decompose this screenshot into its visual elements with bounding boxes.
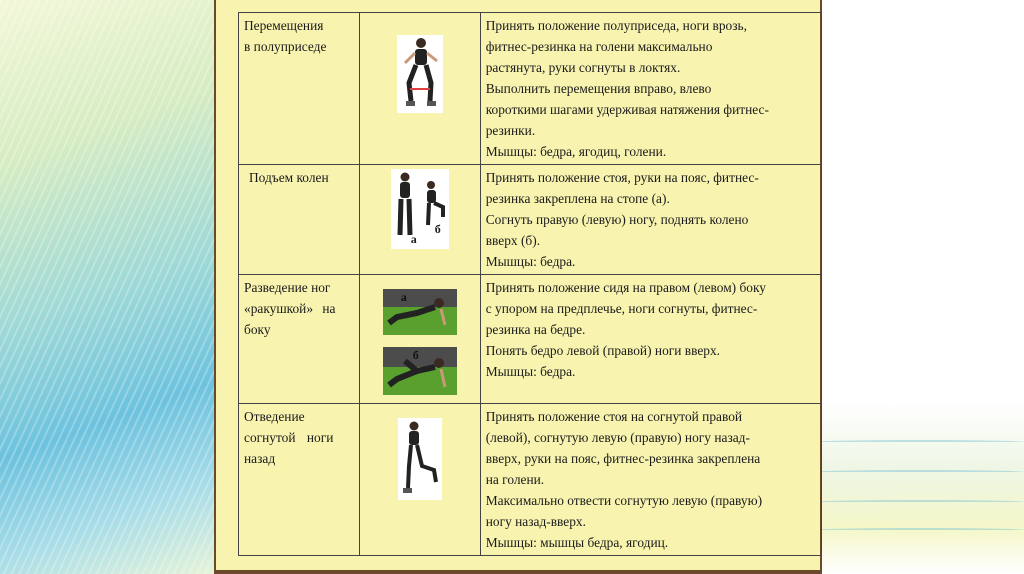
exercise-name-line: «ракушкой» на: [244, 301, 336, 316]
description-line: Понять бедро левой (правой) ноги вверх.: [485, 343, 721, 358]
description-line: Максимально отвести согнутую левую (правую): [485, 493, 763, 508]
exercise-name-line: назад: [244, 451, 276, 466]
description-line: короткими шагами удерживая натяжения фитнес-: [485, 102, 769, 117]
table-row: [239, 13, 822, 165]
background-left-decor: [0, 0, 230, 574]
figure-label-b: б: [434, 222, 441, 236]
exercise-name-line: Отведение: [244, 409, 305, 424]
exercise-image-cell: [359, 165, 480, 275]
exercise-name-line: в полуприседе: [244, 39, 327, 54]
description-line: Мышцы: бедра, ягодиц, голени.: [485, 144, 667, 159]
description-line: вверх (б).: [485, 233, 541, 248]
description-line: резинки.: [485, 123, 536, 138]
description-line: (левой), согнутую левую (правую) ногу назад-: [485, 430, 750, 445]
exercise-name-line: согнутой ноги: [244, 430, 334, 445]
exercise-description: [480, 275, 821, 404]
description-line: растянута, руки согнуты в локтях.: [485, 60, 681, 75]
exercise-name-line: Разведение ног: [244, 280, 331, 295]
exercise-description: [480, 13, 821, 165]
description-line: Принять положение стоя, руки на пояс, фитнес-: [485, 170, 759, 185]
exercise-photo-clamshell-b: [383, 347, 457, 395]
exercise-name: [239, 404, 360, 556]
exercise-name: [239, 165, 360, 275]
exercise-description: [480, 404, 821, 556]
exercise-name-line: Подъем колен: [249, 170, 329, 185]
exercise-image-cell: [359, 275, 480, 404]
description-line: Принять положение полуприседа, ноги врозь,: [485, 18, 747, 33]
person-figure-icon: [383, 289, 457, 335]
exercise-image-cell: [359, 404, 480, 556]
description-line: Принять положение сидя на правом (левом) боку: [485, 280, 766, 295]
table-row: [239, 165, 822, 275]
description-line: ногу назад-вверх.: [485, 514, 586, 529]
description-line: с упором на предплечье, ноги согнуты, фитнес-: [485, 301, 758, 316]
table-row: [239, 404, 822, 556]
description-line: фитнес-резинка на голени максимально: [485, 39, 713, 54]
description-line: Мышцы: мышцы бедра, ягодиц.: [485, 535, 669, 550]
person-figure-icon: [383, 347, 457, 395]
description-line: Согнуть правую (левую) ногу, поднять колено: [485, 212, 749, 227]
exercise-description: [480, 165, 821, 275]
slide-bottom-border: [214, 570, 822, 574]
description-line: резинка закреплена на стопе (а).: [485, 191, 670, 206]
exercise-name-line: Перемещения: [244, 18, 324, 33]
background-right-decor: [814, 0, 1024, 574]
table-row: [239, 275, 822, 404]
exercise-photo-squat-walk: [397, 35, 443, 113]
exercise-name: [239, 275, 360, 404]
exercise-photo-knee-raise: [391, 169, 449, 249]
exercise-photo-leg-kickback: [398, 418, 442, 500]
exercise-name-line: боку: [244, 322, 271, 337]
person-figure-icon: [397, 35, 443, 113]
slide: [214, 0, 822, 574]
description-line: Принять положение стоя на согнутой правой: [485, 409, 743, 424]
description-line: на голени.: [485, 472, 545, 487]
exercise-photo-clamshell-a: [383, 289, 457, 335]
description-line: Мышцы: бедра.: [485, 254, 576, 269]
figure-label-b: б: [412, 348, 419, 362]
description-line: вверх, руки на пояс, фитнес-резинка закреплена: [485, 451, 761, 466]
figure-label-a: а: [400, 290, 407, 304]
exercise-table: [238, 12, 822, 556]
description-line: Мышцы: бедра.: [485, 364, 576, 379]
person-figure-icon: [398, 418, 442, 500]
description-line: резинка на бедре.: [485, 322, 586, 337]
exercise-name: [239, 13, 360, 165]
figure-label-a: а: [410, 232, 417, 246]
exercise-image-cell: [359, 13, 480, 165]
description-line: Выполнить перемещения вправо, влево: [485, 81, 712, 96]
